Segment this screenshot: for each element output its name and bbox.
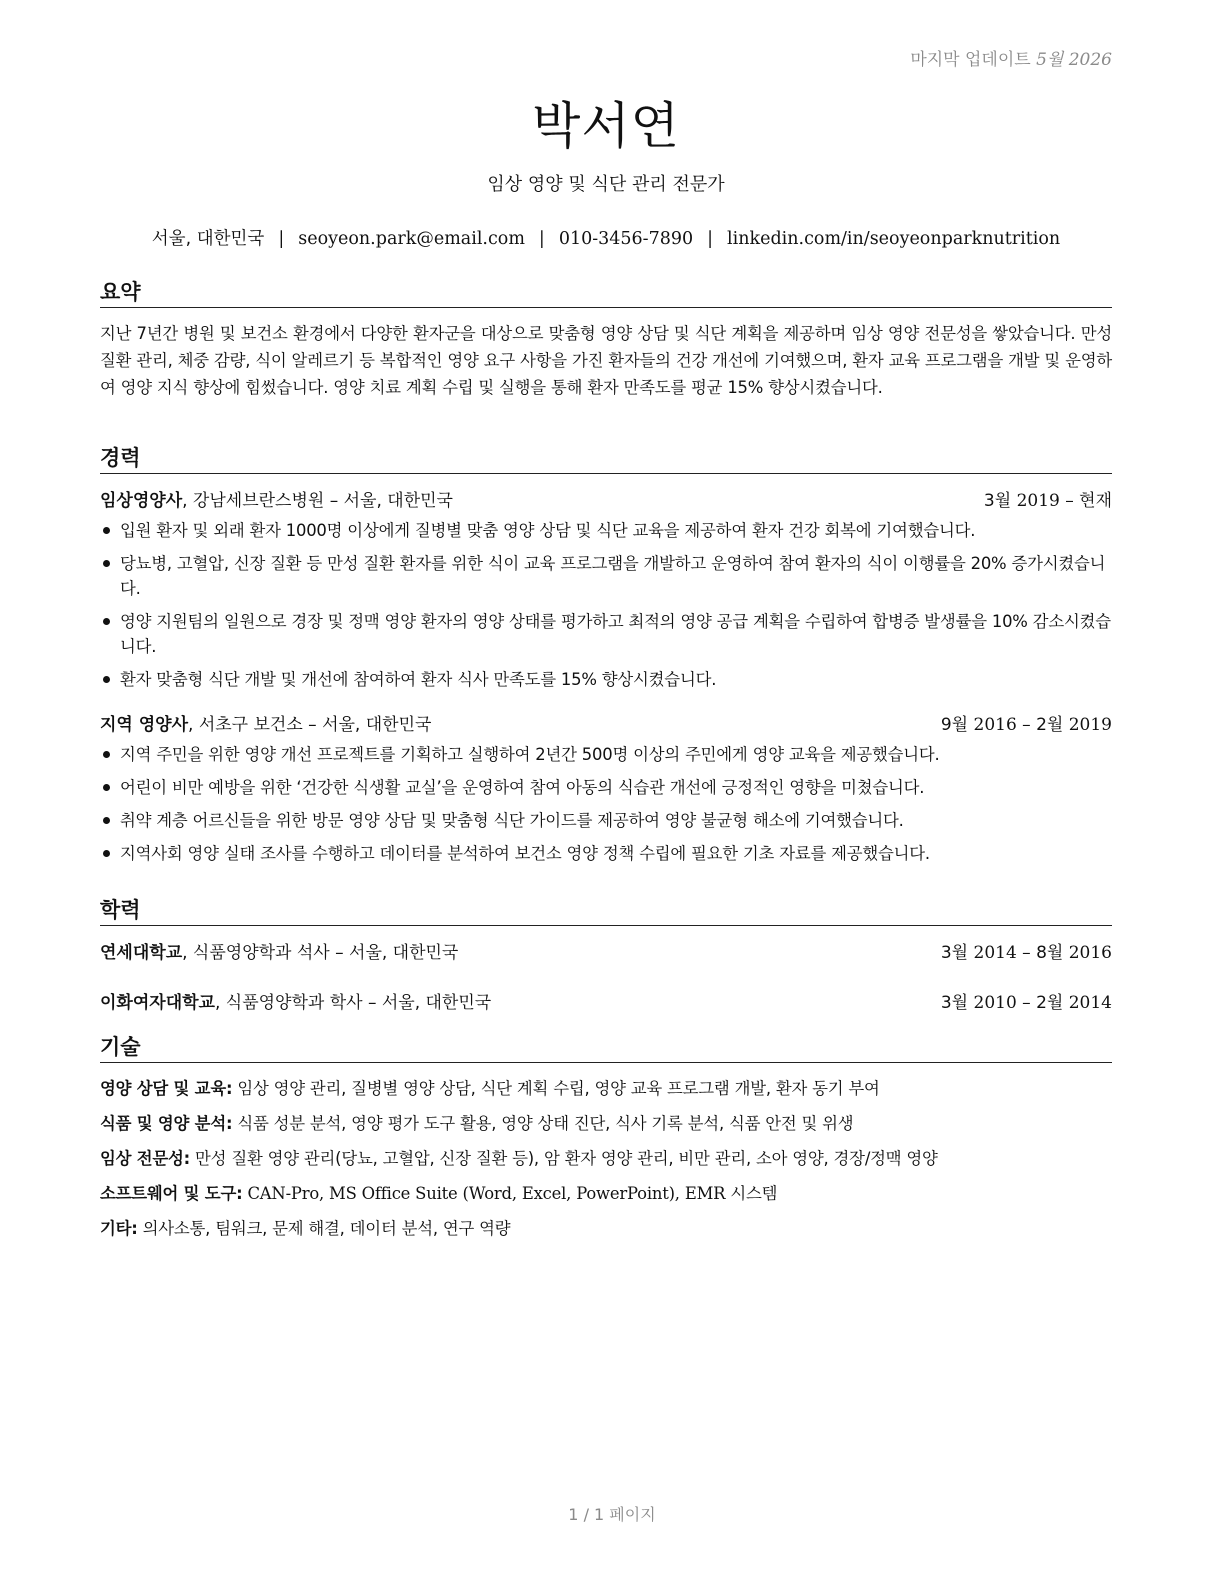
skills-list (100, 1076, 1112, 1242)
education-entry (100, 940, 1112, 966)
skills-line (100, 1146, 1112, 1172)
summary-text: 지난 7년간 병원 및 보건소 환경에서 다양한 환자군을 대상으로 맞춤형 영양 상담 및 식단 계획을 제공하며 임상 영양 전문성을 쌓았습니다. 만성 질환 관리, 체중 감량, 식이 알레르기 등 복합적인 영양 요구 사항을 가진 환자들의 건강 개선에 기여했으며, 환자 교육 프로그램을 개발 및 운영하여 영양 지식 향상에 힘썼습니다. 영양 치료 계획 수립 및 실행을 통해 환자 만족도를 평균 15% 향상시켰습니다. (100, 324, 1112, 397)
education-title (100, 990, 491, 1016)
job-title (100, 488, 453, 514)
section-title-experience: 경력 (100, 444, 1112, 474)
skills-value: 만성 질환 영양 관리(당뇨, 고혈압, 신장 질환 등), 암 환자 영양 관리, 비만 관리, 소아 영양, 경장/정맥 영양 (190, 1149, 938, 1168)
skills-section (100, 1033, 1112, 1251)
page-indicator: 1 / 1 페이지 (568, 1505, 656, 1524)
skills-value: CAN-Pro, MS Office Suite (Word, Excel, PowerPoint), EMR 시스템 (242, 1184, 778, 1203)
contact-separator: | (538, 229, 545, 249)
skills-value: 임상 영양 관리, 질병별 영양 상담, 식단 계획 수립, 영양 교육 프로그램 개발, 환자 동기 부여 (232, 1079, 880, 1098)
last-updated-month: 5월 (1036, 50, 1064, 70)
headline: 임상 영양 및 식단 관리 전문가 (487, 174, 725, 195)
skills-label: 임상 전문성: (100, 1149, 191, 1168)
education-dates: 3월 2010 – 2월 2014 (940, 993, 1112, 1013)
job-bullet: 환자 맞춤형 식단 개발 및 개선에 참여하여 환자 식사 만족도를 15% 향상시켰습니다. (100, 667, 1112, 692)
job-bullet: 취약 계층 어르신들을 위한 방문 영양 상담 및 맞춤형 식단 가이드를 제공하여 영양 불균형 해소에 기여했습니다. (100, 808, 1112, 833)
section-title-summary: 요약 (100, 278, 1112, 308)
skills-line (100, 1076, 1112, 1102)
job-org: , 서초구 보건소 – 서울, 대한민국 (188, 715, 432, 735)
contact-phone: 010-3456-7890 (558, 229, 694, 249)
job-bullet: 지역사회 영양 실태 조사를 수행하고 데이터를 분석하여 보건소 영양 정책 수립에 필요한 기초 자료를 제공했습니다. (100, 841, 1112, 866)
skills-line (100, 1111, 1112, 1137)
job-title (100, 712, 431, 738)
section-title-education: 학력 (100, 896, 1112, 926)
experience-section (100, 444, 1112, 874)
job-org: , 강남세브란스병원 – 서울, 대한민국 (182, 491, 453, 511)
skills-label: 영양 상담 및 교육: (100, 1079, 233, 1098)
skills-line (100, 1216, 1112, 1242)
skills-line (100, 1181, 1112, 1207)
skills-label: 식품 및 영양 분석: (100, 1114, 233, 1133)
education-dates: 3월 2014 – 8월 2016 (940, 943, 1112, 963)
job-dates: 9월 2016 – 2월 2019 (940, 715, 1112, 735)
person-name: 박서연 (532, 97, 680, 155)
skills-value: 식품 성분 분석, 영양 평가 도구 활용, 영양 상태 진단, 식사 기록 분석, 식품 안전 및 위생 (232, 1114, 854, 1133)
job-bullets (100, 742, 1112, 866)
skills-value: 의사소통, 팀워크, 문제 해결, 데이터 분석, 연구 역량 (137, 1219, 511, 1238)
job-bullet: 영양 지원팀의 일원으로 경장 및 정맥 영양 환자의 영양 상태를 평가하고 최적의 영양 공급 계획을 수립하여 합병증 발생률을 10% 감소시켰습니다. (100, 609, 1112, 659)
job-entry (100, 488, 1112, 692)
job-bullet: 당뇨병, 고혈압, 신장 질환 등 만성 질환 환자를 위한 식이 교육 프로그램을 개발하고 운영하여 참여 환자의 식이 이행률을 20% 증가시켰습니다. (100, 551, 1112, 601)
contact-separator: | (278, 229, 285, 249)
job-bullet: 어린이 비만 예방을 위한 ‘건강한 식생활 교실’을 운영하여 참여 아동의 식습관 개선에 긍정적인 영향을 미쳤습니다. (100, 775, 1112, 800)
contact-email-link[interactable]: seoyeon.park@email.com (298, 229, 525, 249)
education-school: 연세대학교 (100, 943, 183, 963)
job-header (100, 488, 1112, 514)
contact-line (100, 225, 1112, 250)
education-section (100, 896, 1112, 1016)
last-updated (910, 45, 1112, 70)
last-updated-year: 2026 (1068, 50, 1112, 70)
job-role: 임상영양사 (100, 491, 183, 511)
job-role: 지역 영양사 (100, 715, 189, 735)
education-detail: , 식품영양학과 학사 – 서울, 대한민국 (214, 993, 492, 1013)
summary-section (100, 278, 1112, 401)
section-title-skills: 기술 (100, 1033, 1112, 1063)
job-bullets (100, 518, 1112, 692)
contact-separator: | (707, 229, 714, 249)
contact-linkedin-link[interactable]: linkedin.com/in/seoyeonparknutrition (727, 229, 1061, 249)
resume-page (100, 0, 1112, 1584)
skills-label: 소프트웨어 및 도구: (100, 1184, 243, 1203)
job-entry (100, 712, 1112, 866)
education-title (100, 940, 458, 966)
education-school: 이화여자대학교 (100, 993, 215, 1013)
job-bullet: 지역 주민을 위한 영양 개선 프로젝트를 기획하고 실행하여 2년간 500명 이상의 주민에게 영양 교육을 제공했습니다. (100, 742, 1112, 767)
job-bullet: 입원 환자 및 외래 환자 1000명 이상에게 질병별 맞춤 영양 상담 및 식단 교육을 제공하여 환자 건강 회복에 기여했습니다. (100, 518, 1112, 543)
job-dates: 3월 2019 – 현재 (983, 491, 1112, 511)
contact-location: 서울, 대한민국 (151, 229, 265, 249)
last-updated-prefix: 마지막 업데이트 (910, 50, 1031, 70)
skills-label: 기타: (100, 1219, 138, 1238)
education-detail: , 식품영양학과 석사 – 서울, 대한민국 (182, 943, 459, 963)
job-header (100, 712, 1112, 738)
education-entry (100, 990, 1112, 1016)
